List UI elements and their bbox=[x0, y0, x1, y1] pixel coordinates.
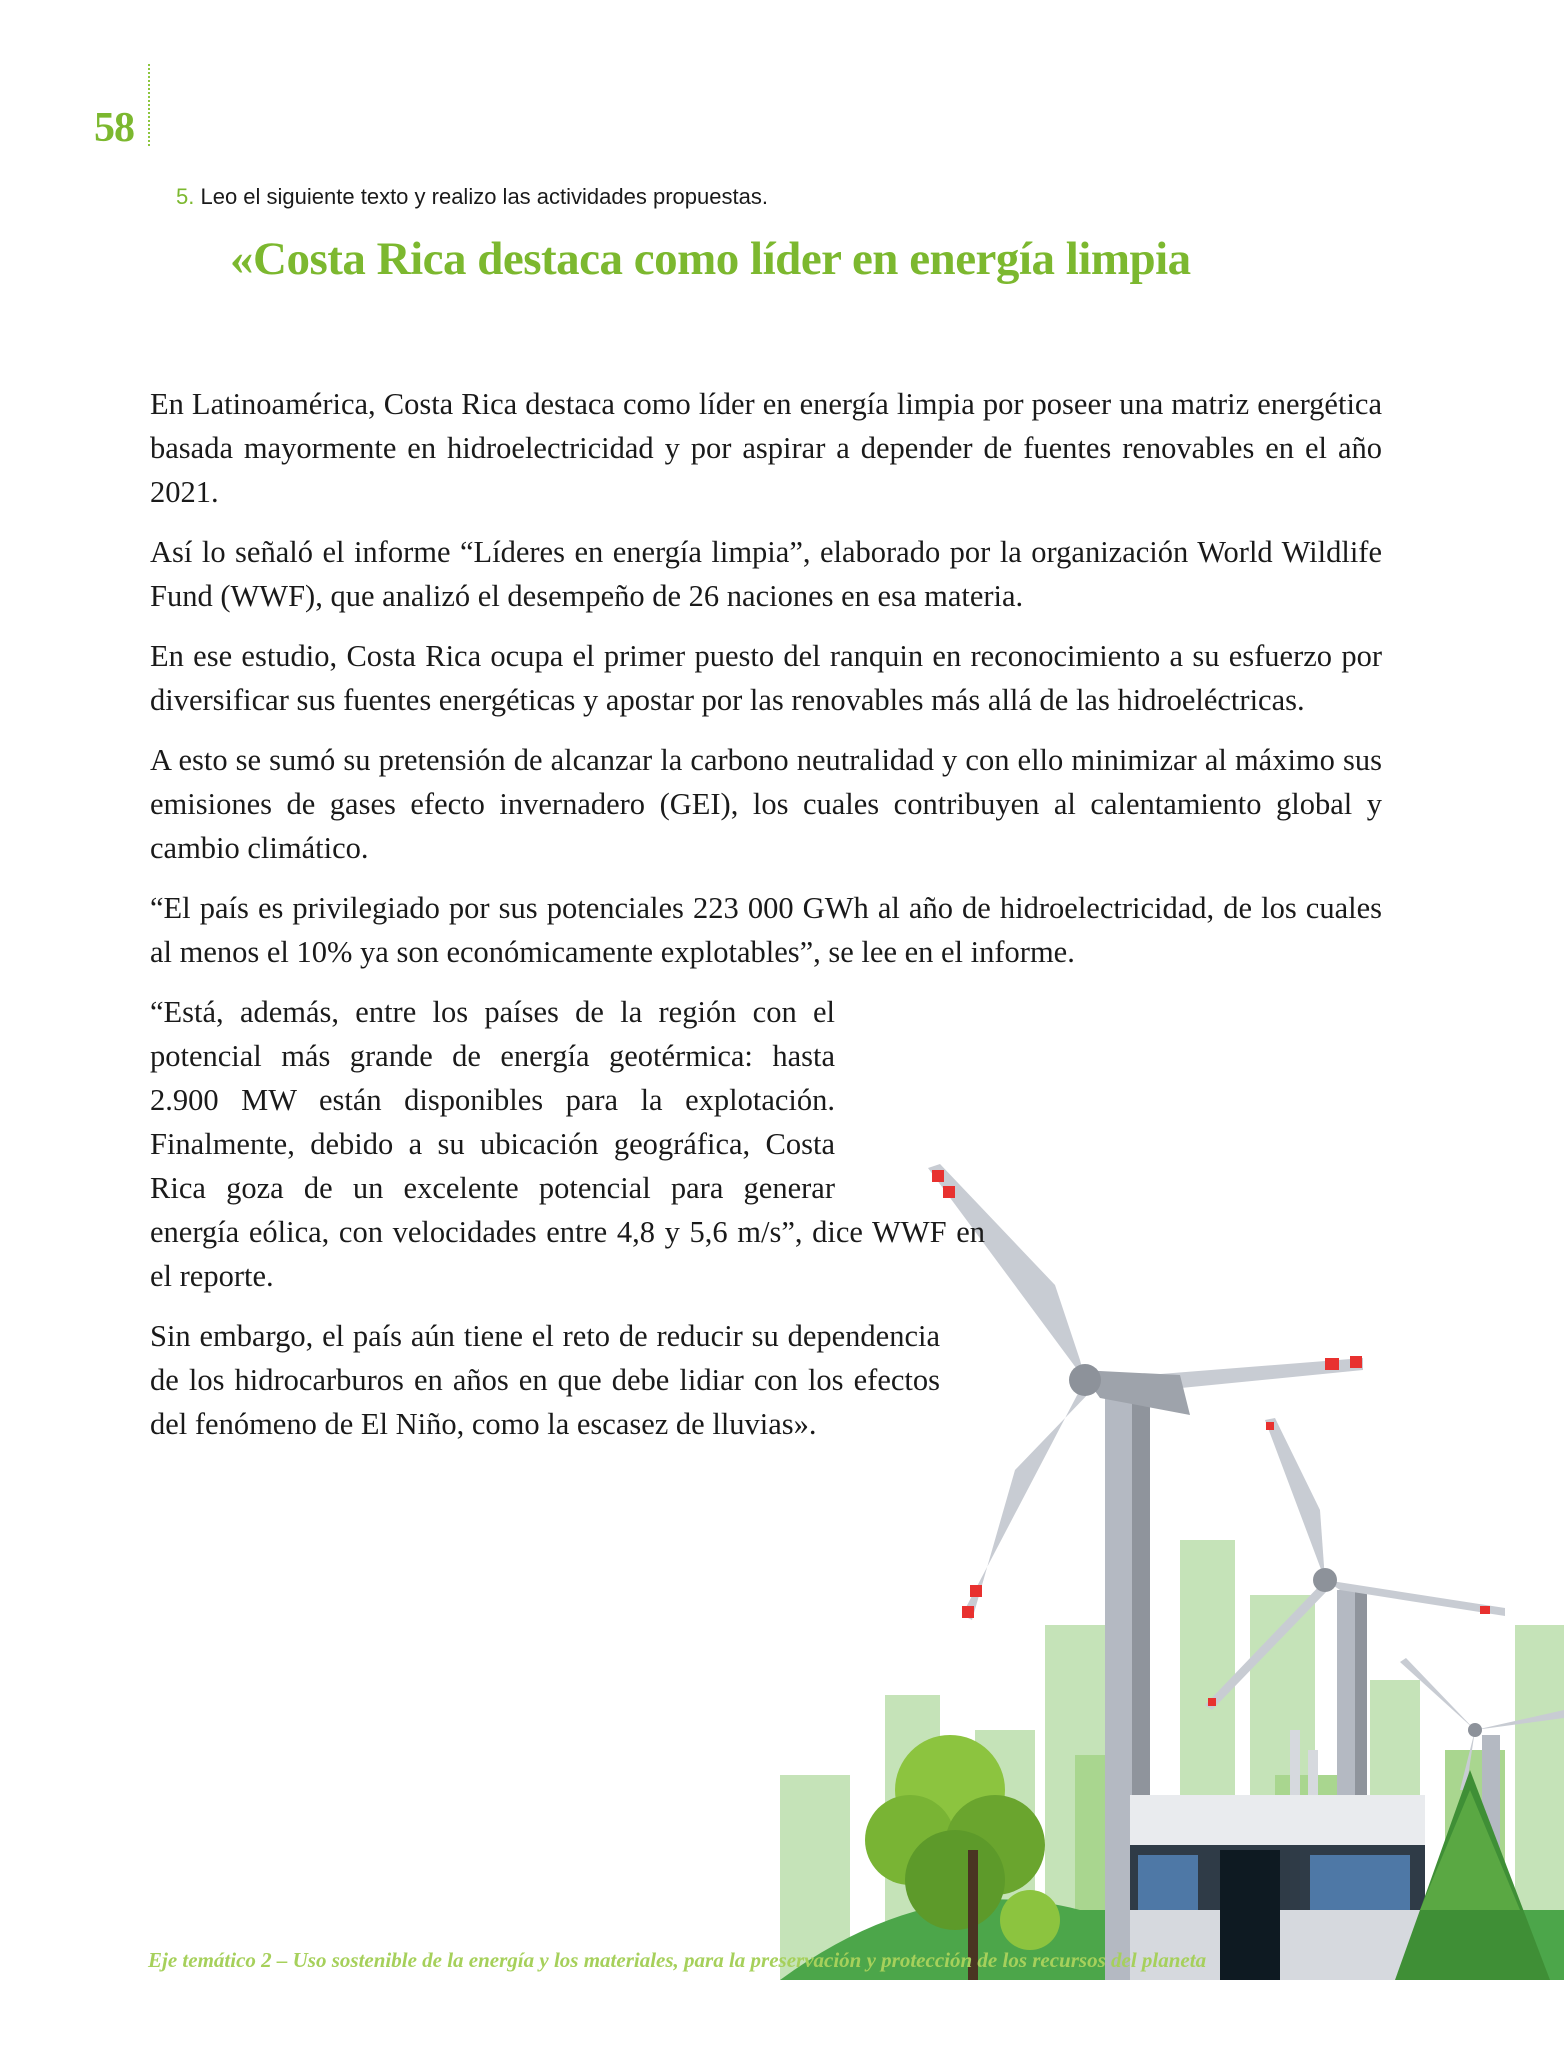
paragraph: Sin embargo, el país aún tiene el reto de reducir su dependencia de los hidrocarburos en años en que debe lidiar con los efectos del fenómeno de El Niño, como la escasez de lluvias». bbox=[150, 1319, 940, 1441]
activity-number: 5. bbox=[176, 184, 195, 209]
paragraph: “Está, además, entre los países de la región con el potencial más grande de energía geotérmica: hasta 2.900 MW están disponibles para la explotación. Finalmente, debido a su ubicación geográfica, Costa Rica goza de un excelente potencial para generar energía eólica, con velocidades entre 4,8 y 5,6 m/s”, dice WWF en el reporte. bbox=[150, 995, 985, 1293]
blade-spacer bbox=[835, 990, 985, 1190]
paragraph: “El país es privilegiado por sus potenciales 223 000 GWh al año de hidroelectricidad, de los cuales al menos el 10% ya son económicamente explotables”, se lee en el informe. bbox=[150, 891, 1382, 969]
paragraph-wrap bbox=[150, 990, 985, 1298]
margin-divider bbox=[148, 64, 150, 146]
article-body bbox=[150, 382, 1382, 1462]
paragraph: A esto se sumó su pretensión de alcanzar la carbono neutralidad y con ello minimizar al máximo sus emisiones de gases efecto invernadero (GEI), los cuales contribuyen al calentamiento global y cambio climático. bbox=[150, 743, 1382, 865]
paragraph: Así lo señaló el informe “Líderes en energía limpia”, elaborado por la organización World Wildlife Fund (WWF), que analizó el desempeño de 26 naciones en esa materia. bbox=[150, 535, 1382, 613]
activity-instruction bbox=[176, 184, 768, 210]
instruction-text: Leo el siguiente texto y realizo las actividades propuestas. bbox=[200, 184, 768, 209]
page-number: 58 bbox=[94, 105, 134, 151]
paragraph: En ese estudio, Costa Rica ocupa el primer puesto del ranquin en reconocimiento a su esfuerzo por diversificar sus fuentes energéticas y apostar por las renovables más allá de las hidroeléctricas. bbox=[150, 639, 1382, 717]
paragraph: En Latinoamérica, Costa Rica destaca como líder en energía limpia por poseer una matriz energética basada mayormente en hidroelectricidad y por aspirar a depender de fuentes renovables en el año 2021. bbox=[150, 387, 1382, 509]
article-title: «Costa Rica destaca como líder en energía limpia bbox=[230, 233, 1191, 285]
footer-theme-caption: Eje temático 2 – Uso sostenible de la energía y los materiales, para la preservación y protección de los recursos del planeta bbox=[148, 1948, 1207, 1972]
